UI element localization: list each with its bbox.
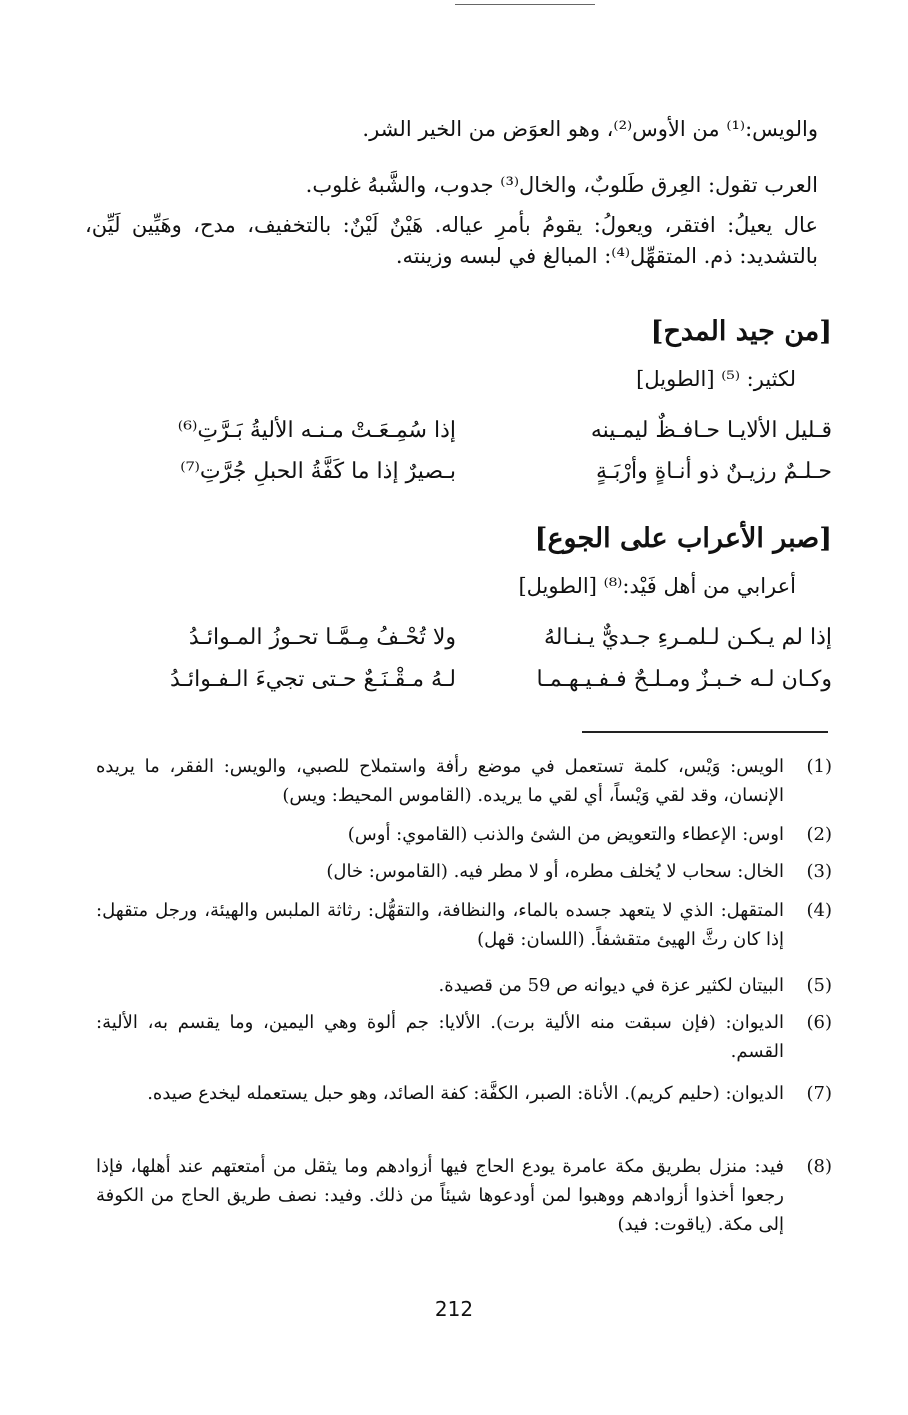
- verse-1-second-hemistich: إذا سُمِـعَـتْ مـنـه الأليةُ بَـرَّتِ⁽⁶⁾: [177, 418, 456, 443]
- footnote-text: الويس: وَيْس، كلمة تستعمل في موضع رأفة واستملاح للصبي، والويس: الفقر، ما يريده الإنسان، وقد لقي وَيْساً، أي لقي ما يريده. (القاموس المحيط: ويس): [96, 756, 784, 806]
- footnote-8: [96, 1152, 832, 1239]
- paragraph-1: والويس:⁽¹⁾ من الأوس⁽²⁾، وهو العوَض من الخير الشر.: [362, 117, 818, 141]
- paragraph-2: العرب تقول: العِرق طَلوبٌ، والخال⁽³⁾ جدوب، والشَّبهُ غلوب.: [305, 173, 818, 197]
- verse-2-first-hemistich: حـلـمٌ رزيـنٌ ذو أنـاةٍ وأرْبَـةٍ: [595, 459, 832, 484]
- verse-3-second-hemistich: ولا تُحْـفُ مِـمَّـا تحـوزُ المـوائـدُ: [188, 625, 456, 650]
- verse-2-second-hemistich: بـصيرٌ إذا ما كَفَّةُ الحبلِ جُرَّتِ⁽⁷⁾: [180, 459, 456, 484]
- footnote-text: الديوان: (فإن سبقت منه الألية برت). الألايا: جم ألوة وهي اليمين، وما يقسم به، الألية: القسم.: [96, 1012, 784, 1062]
- footnote-7: [96, 1079, 832, 1108]
- page-number: 212: [434, 1297, 474, 1321]
- top-divider: [455, 4, 595, 5]
- verse-1-first-hemistich: قـليل الألايـا حـافـظٌ ليمـينه: [590, 418, 832, 443]
- footnote-number: (1): [806, 756, 832, 777]
- attribution-bedouin: أعرابي من أهل فَيْد:⁽⁸⁾ [الطويل]: [518, 574, 796, 598]
- footnote-text: المتقهل: الذي لا يتعهد جسده بالماء، والنظافة، والتقهُّل: رثاثة الملبس والهيئة، ورجل متقهل: إذا كان رثَّ الهيئ متقشفاً. (اللسان: قهل): [96, 900, 784, 950]
- footnote-number: (2): [806, 824, 832, 845]
- footnote-5: [96, 971, 832, 1000]
- footnote-number: (6): [806, 1012, 832, 1033]
- footnote-6: [96, 1008, 832, 1066]
- footnote-2: [96, 820, 832, 849]
- footnote-1: [96, 752, 832, 810]
- footnote-text: اوس: الإعطاء والتعويض من الشئ والذنب (القاموي: أوس): [347, 824, 784, 845]
- footnote-text: البيتان لكثير عزة في ديوانه ص 59 من قصيدة.: [438, 975, 784, 996]
- footnote-text: فيد: منزل بطريق مكة عامرة يودع الحاج فيها أزوادهم وما يثقل من أمتعتهم عند أهلها، فإذا رجعوا أخذوا أزوادهم ووهبوا لمن أودعوها شيئاً من ذلك. وفيد: نصف طريق الحاج من الكوفة إلى مكة. (ياقوت: فيد): [96, 1156, 784, 1235]
- footnote-4: [96, 896, 832, 954]
- footnote-text: الخال: سحاب لا يُخلف مطره، أو لا مطر فيه. (القاموس: خال): [326, 861, 784, 882]
- footnote-number: (5): [806, 975, 832, 996]
- verse-4-second-hemistich: لـهُ مـقْـنَـعٌ حـتى تجيءَ الـفـوائـدُ: [170, 667, 456, 692]
- footnote-3: [96, 857, 832, 886]
- footnote-number: (3): [806, 861, 832, 882]
- section-heading-hunger: [صبر الأعراب على الجوع]: [534, 523, 832, 554]
- footnote-text: الديوان: (حليم كريم). الأناة: الصبر، الكفَّة: كفة الصائد، وهو حبل يستعمله ليخدع صيده.: [147, 1083, 784, 1104]
- verse-3-first-hemistich: إذا لم يـكـن لـلمـرءِ جـديٌّ يـنـالهُ: [544, 625, 832, 650]
- paragraph-3: عال يعيلُ: افتقر، ويعولُ: يقومُ بأمرِ عياله. هَيْنٌ لَيْنٌ: بالتخفيف، مدح، وهَيِّين لَيِّن، بالتشديد: ذم. المتقهِّل⁽⁴⁾: المبالغ في لبسه وزينته.: [85, 213, 818, 268]
- footnote-number: (8): [806, 1156, 832, 1177]
- footnote-number: (4): [806, 900, 832, 921]
- footnote-divider: [582, 731, 828, 733]
- footnote-number: (7): [806, 1083, 832, 1104]
- section-heading-praise: [من جيد المدح]: [650, 316, 832, 347]
- attribution-kuthayyir: لكثير: ⁽⁵⁾ [الطويل]: [636, 367, 796, 391]
- verse-4-first-hemistich: وكـان لـه خـبـزٌ ومـلـحٌ فـفـيـهـمـا: [536, 667, 832, 692]
